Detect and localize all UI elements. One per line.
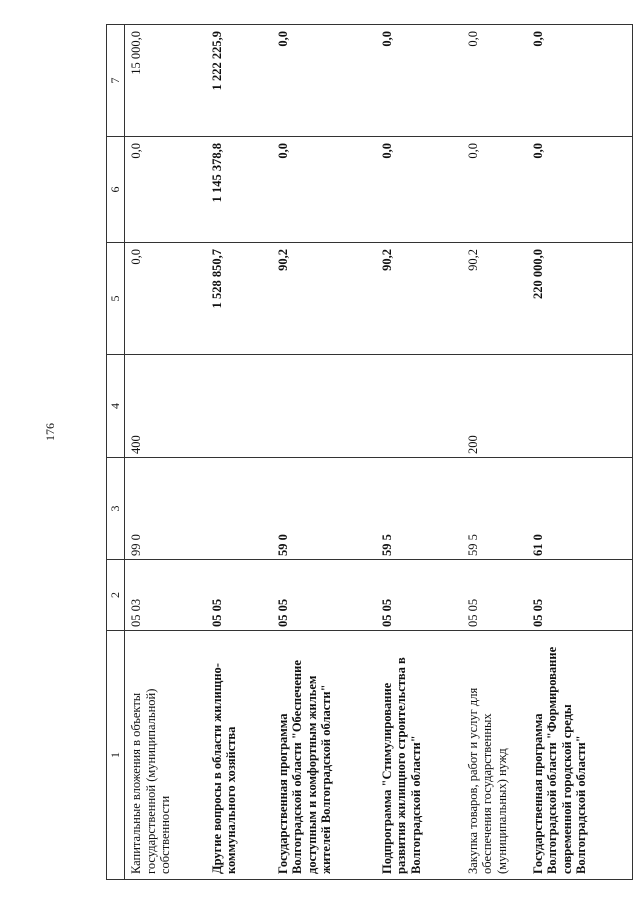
amount-3: 1 222 225,9: [210, 25, 276, 137]
amount-2: 0,0: [380, 137, 466, 243]
budget-table: [106, 24, 633, 880]
csr-code: 99 0: [125, 458, 210, 560]
row-name: Государственная программа Волгоградской области "Обеспечение доступным и комфортным жильем жителей Волгоградской области": [276, 631, 380, 880]
table-row: [380, 25, 466, 880]
vr-code: [210, 355, 276, 458]
csr-code: 59 0: [276, 458, 380, 560]
amount-3: 0,0: [531, 25, 633, 137]
row-name: Подпрограмма "Стимулирование развития жилищного строительства в Волгоградской области": [380, 631, 466, 880]
rzpr-code: 05 05: [531, 560, 633, 631]
rzpr-code: 05 05: [466, 560, 531, 631]
amount-3: 15 000,0: [125, 25, 210, 137]
vr-code: [276, 355, 380, 458]
amount-2: 0,0: [531, 137, 633, 243]
header-cell: 5: [107, 243, 125, 355]
header-row: [107, 25, 125, 880]
amount-1: 90,2: [380, 243, 466, 355]
amount-1: 0,0: [125, 243, 210, 355]
table-row: [466, 25, 531, 880]
amount-1: 90,2: [466, 243, 531, 355]
csr-code: [210, 458, 276, 560]
table-row: [276, 25, 380, 880]
row-name: Капитальные вложения в объекты государственной (муниципальной) собственности: [125, 631, 210, 880]
header-cell: 3: [107, 458, 125, 560]
rzpr-code: 05 05: [380, 560, 466, 631]
csr-code: 59 5: [466, 458, 531, 560]
rzpr-code: 05 05: [276, 560, 380, 631]
row-name: Другие вопросы в области жилищно-коммунального хозяйства: [210, 631, 276, 880]
budget-table-page: [106, 25, 631, 880]
amount-2: 1 145 378,8: [210, 137, 276, 243]
amount-2: 0,0: [276, 137, 380, 243]
vr-code: 400: [125, 355, 210, 458]
rzpr-code: 05 05: [210, 560, 276, 631]
amount-2: 0,0: [466, 137, 531, 243]
vr-code: 200: [466, 355, 531, 458]
csr-code: 61 0: [531, 458, 633, 560]
amount-3: 0,0: [466, 25, 531, 137]
table-row: [531, 25, 633, 880]
amount-3: 0,0: [276, 25, 380, 137]
rzpr-code: 05 03: [125, 560, 210, 631]
vr-code: [531, 355, 633, 458]
amount-2: 0,0: [125, 137, 210, 243]
header-cell: 1: [107, 631, 125, 880]
row-name: Государственная программа Волгоградской области "Формирование современной городской среды Волгоградской области": [531, 631, 633, 880]
header-cell: 2: [107, 560, 125, 631]
amount-3: 0,0: [380, 25, 466, 137]
table-row: [125, 25, 210, 880]
amount-1: 90,2: [276, 243, 380, 355]
amount-1: 220 000,0: [531, 243, 633, 355]
csr-code: 59 5: [380, 458, 466, 560]
header-cell: 4: [107, 355, 125, 458]
row-name: Закупка товаров, работ и услуг для обеспечения государственных (муниципальных) нужд: [466, 631, 531, 880]
vr-code: [380, 355, 466, 458]
header-cell: 7: [107, 25, 125, 137]
header-cell: 6: [107, 137, 125, 243]
page-number: 176: [43, 423, 57, 441]
amount-1: 1 528 850,7: [210, 243, 276, 355]
table-row: [210, 25, 276, 880]
